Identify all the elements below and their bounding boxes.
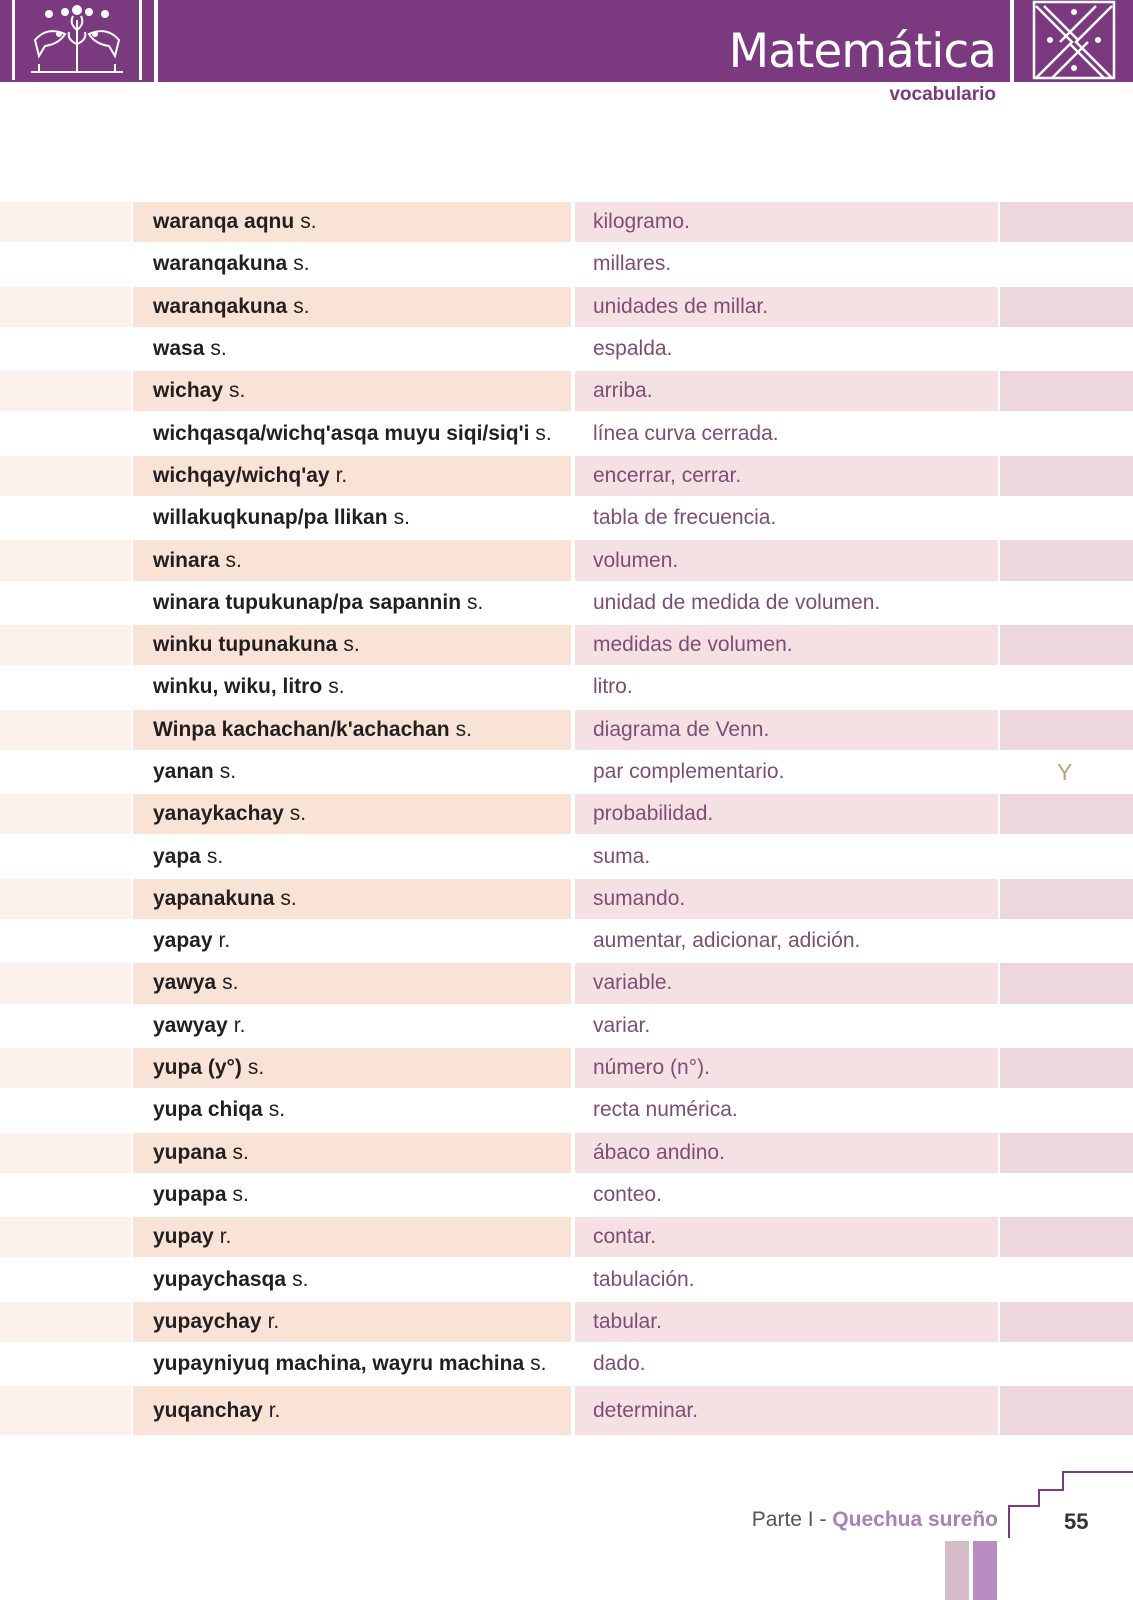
part-of-speech: s. (289, 802, 307, 826)
quechua-term (153, 709, 472, 751)
quechua-term (153, 1089, 285, 1131)
spanish-definition: encerrar, cerrar. (593, 463, 742, 487)
quechua-term (153, 286, 310, 328)
spanish-definition: sumando. (593, 886, 686, 910)
spanish-definition: kilogramo. (593, 210, 690, 234)
spanish-definition: par complementario. (593, 760, 785, 783)
table-cell-background (0, 710, 131, 750)
quechua-term (153, 328, 227, 370)
table-cell-background (1000, 963, 1133, 1003)
part-of-speech: s. (293, 294, 310, 318)
quechua-term (153, 624, 360, 666)
part-of-speech: s. (280, 886, 297, 910)
table-cell-background (0, 244, 131, 284)
term-word: yapay (153, 929, 213, 953)
table-row (0, 835, 1133, 877)
table-cell-background (1000, 1175, 1133, 1215)
part-of-speech: s. (229, 379, 246, 403)
spanish-definition: suma. (593, 844, 651, 868)
footer-decor-bar (945, 1541, 969, 1600)
spanish-definition: determinar. (593, 1398, 699, 1422)
part-of-speech: s. (293, 252, 310, 276)
table-cell-background (0, 1175, 131, 1215)
table-cell-background (1000, 498, 1133, 538)
quechua-term (153, 412, 552, 454)
part-of-speech: s. (247, 1056, 265, 1080)
table-cell-background (1000, 1048, 1133, 1088)
geometric-pattern-icon (1032, 0, 1116, 80)
table-row (0, 370, 1133, 412)
table-row (0, 1132, 1133, 1174)
spanish-definition: unidades de millar. (593, 294, 769, 318)
geometric-emblem-logo (1010, 0, 1133, 82)
table-cell-background (1000, 667, 1133, 707)
term-word: yupa chiqa (153, 1098, 263, 1122)
table-cell-background (0, 836, 131, 876)
spanish-definition: tabla de frecuencia. (593, 506, 777, 530)
page-number: 55 (1064, 1509, 1089, 1534)
part-of-speech: r. (233, 1013, 246, 1037)
table-cell-background (0, 794, 131, 834)
table-cell-background (0, 963, 131, 1003)
table-row (0, 1216, 1133, 1258)
table-cell-background (1000, 244, 1133, 284)
term-word: yanaykachay (153, 802, 284, 826)
term-word: yupana (153, 1140, 227, 1164)
table-row (0, 201, 1133, 243)
table-row (0, 1089, 1133, 1131)
table-cell-background (0, 921, 131, 961)
quechua-term (153, 1005, 245, 1047)
term-word: yupa (y°) (153, 1056, 242, 1080)
part-of-speech: s. (530, 1352, 547, 1376)
quechua-term (153, 1301, 279, 1343)
table-cell-background (1000, 1302, 1133, 1342)
part-of-speech: r. (218, 929, 231, 953)
part-of-speech: s. (300, 210, 317, 234)
table-cell-background (1000, 794, 1133, 834)
part-of-speech: s. (455, 717, 472, 741)
table-cell-background (1000, 1133, 1133, 1173)
spanish-definition: dado. (593, 1352, 646, 1376)
spanish-definition: recta numérica. (593, 1098, 738, 1122)
term-word: waranqa aqnu (153, 210, 295, 234)
table-cell-background (0, 1302, 131, 1342)
term-word: waranqakuna (153, 252, 288, 276)
page-subtitle: vocabulario (889, 84, 996, 105)
quechua-term (153, 539, 242, 581)
table-cell-background (0, 1386, 131, 1435)
spanish-definition: millares. (593, 252, 672, 276)
term-word: yawya (153, 971, 217, 995)
table-row (0, 455, 1133, 497)
table-cell-background (0, 287, 131, 327)
table-cell-background (1000, 1217, 1133, 1257)
table-cell-background (0, 583, 131, 623)
table-cell-background (0, 1217, 131, 1257)
table-row (0, 1258, 1133, 1300)
table-cell-background (1000, 1344, 1133, 1384)
table-row (0, 412, 1133, 454)
term-word: winku, wiku, litro (153, 675, 323, 699)
table-cell-background (0, 329, 131, 369)
table-cell-background (0, 625, 131, 665)
quechua-term (153, 835, 223, 877)
term-word: wasa (153, 337, 205, 361)
spanish-definition: tabulación. (593, 1267, 695, 1291)
table-row (0, 582, 1133, 624)
term-word: yapa (153, 844, 201, 868)
term-word: yanan (153, 760, 214, 783)
table-row (0, 920, 1133, 962)
part-of-speech: s. (210, 337, 227, 361)
quechua-term (153, 920, 230, 962)
quechua-term (153, 962, 238, 1004)
quechua-term (153, 1258, 308, 1300)
table-row (0, 1385, 1133, 1436)
term-word: Winpa kachachan/k'achachan (153, 717, 450, 741)
table-cell-background (0, 1048, 131, 1088)
part-of-speech: s. (535, 421, 552, 445)
part-of-speech: r. (219, 1225, 232, 1249)
quechua-term (153, 497, 410, 539)
part-of-speech: s. (343, 633, 360, 657)
part-of-speech: s. (225, 548, 242, 572)
spanish-definition: variable. (593, 971, 673, 995)
term-word: yupaychay (153, 1309, 262, 1333)
table-cell-background (1000, 921, 1133, 961)
footer-language-label: Quechua sureño (832, 1508, 998, 1531)
table-row (0, 497, 1133, 539)
part-of-speech: s. (268, 1098, 286, 1122)
spanish-definition: unidad de medida de volumen. (593, 590, 881, 614)
table-cell-background (0, 1259, 131, 1299)
spanish-definition: arriba. (593, 379, 653, 403)
term-word: yuqanchay (153, 1398, 263, 1422)
spanish-definition: espalda. (593, 337, 673, 361)
birds-emblem-logo (4, 0, 158, 82)
term-word: willakuqkunap/pa llikan (153, 506, 388, 530)
spanish-definition: tabular. (593, 1309, 662, 1333)
spanish-definition: diagrama de Venn. (593, 717, 770, 741)
spanish-definition: volumen. (593, 548, 679, 572)
table-cell-background (0, 413, 131, 453)
quechua-term (153, 243, 310, 285)
quechua-term (153, 1385, 280, 1436)
table-cell-background (0, 752, 131, 792)
table-cell-background (1000, 287, 1133, 327)
table-cell-background (0, 540, 131, 580)
table-row (0, 1301, 1133, 1343)
part-of-speech: r. (268, 1398, 281, 1422)
table-cell-background (575, 667, 998, 707)
table-cell-background (1000, 879, 1133, 919)
term-word: winara (153, 548, 220, 572)
part-of-speech: s. (328, 675, 345, 699)
table-cell-background (0, 1006, 131, 1046)
table-row (0, 286, 1133, 328)
table-cell-background (1000, 540, 1133, 580)
table-cell-background (1000, 1006, 1133, 1046)
term-word: yupaychasqa (153, 1267, 287, 1291)
table-row (0, 1005, 1133, 1047)
spanish-definition: variar. (593, 1013, 651, 1037)
table-cell-background (1000, 625, 1133, 665)
table-cell-background (0, 879, 131, 919)
table-row (0, 539, 1133, 581)
spanish-definition: número (n°). (593, 1056, 710, 1080)
table-cell-background (0, 1133, 131, 1173)
part-of-speech: s. (219, 760, 237, 783)
table-cell-background (0, 456, 131, 496)
table-row (0, 328, 1133, 370)
table-row (0, 1174, 1133, 1216)
section-letter: Y (1057, 758, 1073, 785)
term-word: wichay (153, 379, 224, 403)
table-row (0, 243, 1133, 285)
quechua-term (153, 455, 347, 497)
part-of-speech: s. (393, 506, 410, 530)
part-of-speech: s. (467, 590, 484, 614)
quechua-term (153, 751, 236, 793)
table-cell-background (1000, 836, 1133, 876)
part-of-speech: s. (232, 1140, 249, 1164)
term-word: wichqay/wichq'ay (153, 463, 330, 487)
quechua-term (153, 201, 317, 243)
spanish-definition: línea curva cerrada. (593, 421, 779, 445)
table-cell-background (0, 667, 131, 707)
quechua-term (153, 1343, 546, 1385)
part-of-speech: s. (222, 971, 239, 995)
spanish-definition: probabilidad. (593, 802, 714, 826)
table-cell-background (1000, 202, 1133, 242)
table-cell-background (1000, 1386, 1133, 1435)
term-word: waranqakuna (153, 294, 288, 318)
table-row (0, 624, 1133, 666)
quechua-term (153, 582, 483, 624)
table-cell-background (1000, 583, 1133, 623)
spanish-definition: aumentar, adicionar, adición. (593, 929, 861, 953)
table-cell-background (1000, 710, 1133, 750)
table-row (0, 793, 1133, 835)
table-row (0, 1047, 1133, 1089)
table-cell-background (1000, 456, 1133, 496)
footer-decor-bar (973, 1541, 997, 1600)
term-word: wichqasqa/wichq'asqa muyu siqi/siq'i (153, 421, 530, 445)
term-word: winku tupunakuna (153, 633, 338, 657)
table-cell-background (0, 1344, 131, 1384)
table-cell-background (1000, 1090, 1133, 1130)
term-word: yupay (153, 1225, 214, 1249)
part-of-speech: r. (335, 463, 348, 487)
part-of-speech: s. (232, 1182, 249, 1206)
quechua-term (153, 1132, 249, 1174)
spanish-definition: medidas de volumen. (593, 633, 793, 657)
table-cell-background (0, 371, 131, 411)
quechua-term (153, 1047, 264, 1089)
quechua-term (153, 666, 345, 708)
part-of-speech: s. (292, 1267, 309, 1291)
term-word: yupapa (153, 1182, 227, 1206)
page-title: Matemática (728, 24, 996, 79)
term-word: winara tupukunap/pa sapannin (153, 590, 462, 614)
spanish-definition: conteo. (593, 1182, 662, 1206)
table-row (0, 962, 1133, 1004)
table-cell-background (0, 498, 131, 538)
table-cell-background (1000, 329, 1133, 369)
quechua-term (153, 370, 245, 412)
table-row (0, 751, 1133, 793)
birds-tree-icon (15, 0, 139, 80)
table-row (0, 878, 1133, 920)
quechua-term (153, 878, 297, 920)
vocabulary-table (0, 201, 1133, 1436)
spanish-definition: ábaco andino. (593, 1140, 725, 1164)
table-cell-background (1000, 371, 1133, 411)
part-of-speech: s. (206, 844, 224, 868)
footer-section-label (752, 1508, 998, 1532)
table-cell-background (1000, 413, 1133, 453)
spanish-definition: contar. (593, 1225, 657, 1249)
part-of-speech: r. (267, 1309, 280, 1333)
table-cell-background (0, 1090, 131, 1130)
spanish-definition: litro. (593, 675, 633, 699)
quechua-term (153, 1216, 231, 1258)
term-word: yapanakuna (153, 886, 275, 910)
table-cell-background (1000, 1259, 1133, 1299)
quechua-term (153, 1174, 249, 1216)
table-cell-background (0, 202, 131, 242)
quechua-term (153, 793, 306, 835)
table-row (0, 1343, 1133, 1385)
table-row (0, 666, 1133, 708)
footer-part-label: Parte I - (751, 1508, 833, 1531)
term-word: yawyay (153, 1013, 228, 1037)
term-word: yupayniyuq machina, wayru machina (153, 1352, 525, 1376)
table-row (0, 709, 1133, 751)
